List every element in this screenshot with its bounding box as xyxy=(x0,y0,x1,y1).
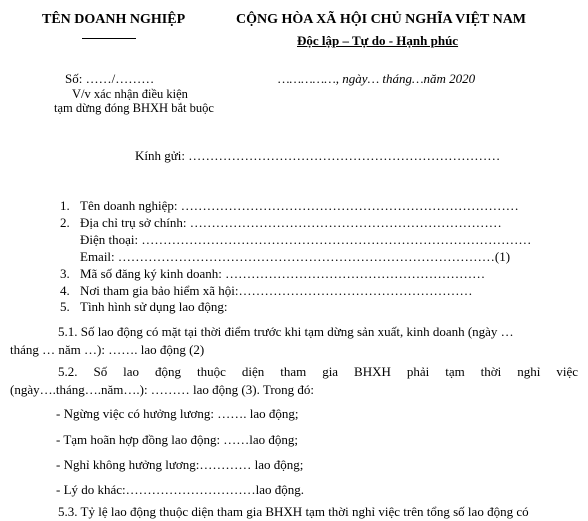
sub-item-other-reason: - Lý do khác:…………………………lao động. xyxy=(56,482,305,497)
sub-item-unpaid-leave: - Nghỉ không hưởng lương:………… lao động; xyxy=(56,457,304,472)
para-5-3-line-1: 5.3. Tỷ lệ lao động thuộc diện tham gia BHXH tạm thời nghỉ việc trên tổng số lao động có xyxy=(58,504,529,519)
item-number: 3. xyxy=(60,266,70,281)
sub-item-contract-postponed: - Tạm hoãn hợp đồng lao động: ……lao động; xyxy=(56,432,299,447)
item-number: 1. xyxy=(60,198,70,213)
para-5-2-line-1: 5.2. Số lao động thuộc diện tham gia BHXH phải tạm thời nghỉ việc xyxy=(58,364,578,379)
subject-line-1: V/v xác nhận điều kiện xyxy=(72,87,188,101)
item-labor-status: Tình hình sử dụng lao động: xyxy=(80,299,228,314)
item-number: 5. xyxy=(60,299,70,314)
recipient-line: Kính gửi: ……………………………………………………………… xyxy=(135,148,501,163)
national-motto: Độc lập – Tự do - Hạnh phúc xyxy=(297,33,459,48)
item-address: Địa chỉ trụ sở chính: ……………………………………………………………… xyxy=(80,215,502,230)
para-5-1-line-2: tháng … năm …): ……. lao động (2) xyxy=(10,342,205,357)
item-business-code: Mã số đăng ký kinh doanh: …………………………………………………… xyxy=(80,266,486,281)
item-insurance-place: Nơi tham gia bảo hiểm xã hội:……………………………………………… xyxy=(80,283,473,298)
company-underline xyxy=(82,38,136,39)
item-company-name: Tên doanh nghiệp: …………………………………………………………………… xyxy=(80,198,519,213)
document-number: Số: ……/……… xyxy=(65,71,155,86)
item-number: 2. xyxy=(60,215,70,230)
item-number: 4. xyxy=(60,283,70,298)
sub-item-paid-suspension: - Ngừng việc có hưởng lương: ……. lao động; xyxy=(56,406,299,421)
para-5-1-line-1: 5.1. Số lao động có mặt tại thời điểm trước khi tạm dừng sản xuất, kinh doanh (ngày … xyxy=(58,324,514,339)
date-line: ……………, ngày… tháng…năm 2020 xyxy=(278,71,476,86)
item-email: Email: ……………………………………………………………………………(1) xyxy=(80,249,511,264)
country-name: CỘNG HÒA XÃ HỘI CHỦ NGHĨA VIỆT NAM xyxy=(236,12,527,27)
subject-line-2: tạm dừng đóng BHXH bắt buộc xyxy=(54,101,214,115)
para-5-2-line-2: (ngày….tháng….năm….): ……… lao động (3). Trong đó: xyxy=(10,382,315,397)
company-name: TÊN DOANH NGHIỆP xyxy=(42,12,186,27)
item-phone: Điện thoại: ……………………………………………………………………………… xyxy=(80,232,532,247)
